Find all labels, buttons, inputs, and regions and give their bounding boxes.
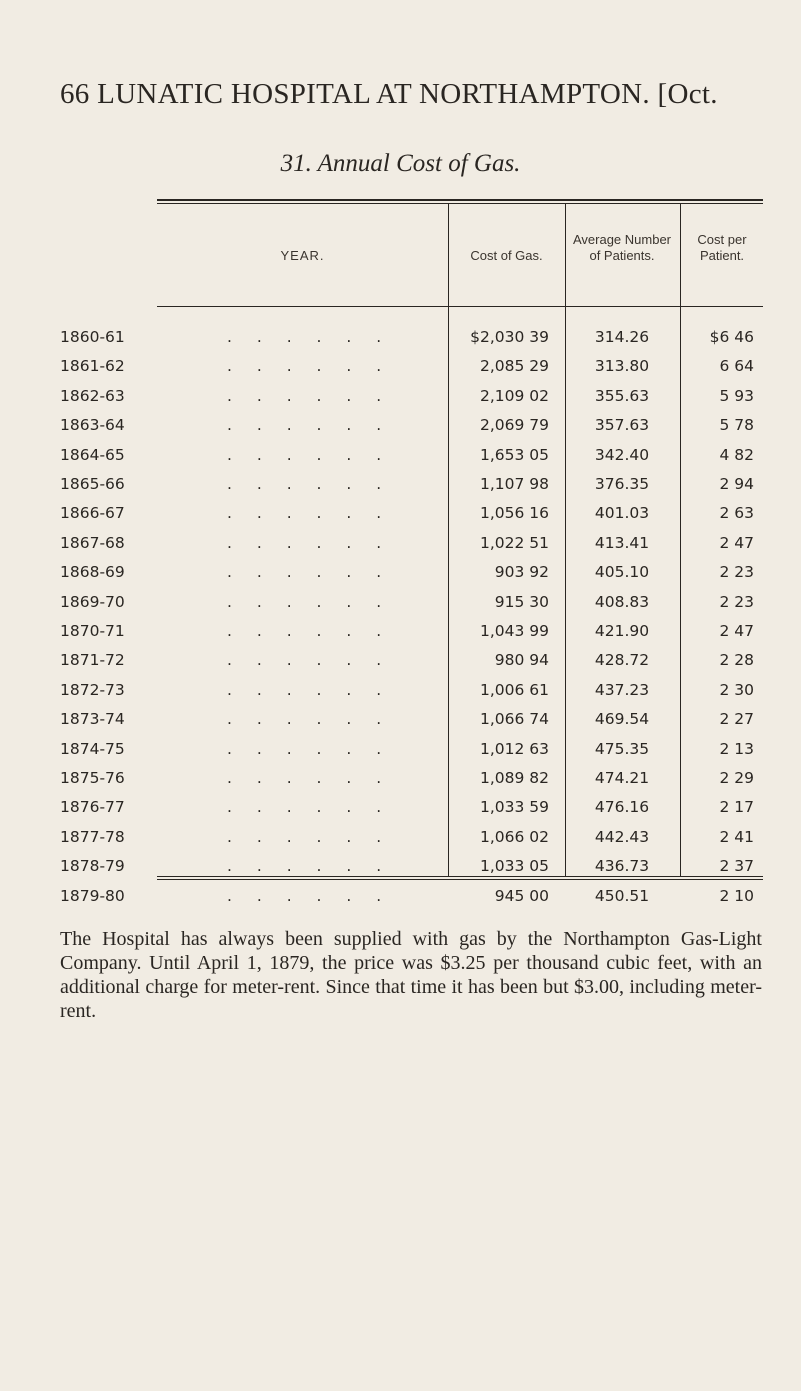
year-cell: 1879-80 xyxy=(60,886,125,905)
year-cell: 1869-70 xyxy=(60,592,125,611)
cost-per-patient-cell: 2 10 xyxy=(719,886,754,905)
table-row xyxy=(0,887,801,917)
cost-per-patient-cell: 2 94 xyxy=(719,475,754,493)
year-cell: 1877-78 xyxy=(60,827,125,846)
cost-per-patient-cell: 2 47 xyxy=(719,622,754,640)
running-head: 66 LUNATIC HOSPITAL AT NORTHAMPTON. [Oct. xyxy=(60,78,718,110)
cost-per-patient-cell: 2 47 xyxy=(719,533,754,552)
cost-cell: $2,030 39 xyxy=(470,328,549,346)
cost-per-patient-cell: 4 82 xyxy=(719,445,754,464)
avg-patients-cell: 342.40 xyxy=(594,445,650,464)
cost-cell: 1,043 99 xyxy=(479,622,549,640)
leader-dots: . . . . . . xyxy=(227,592,392,611)
year-cell: 1870-71 xyxy=(60,622,125,640)
avg-patients-cell: 314.26 xyxy=(594,328,650,346)
leader-dots: . . . . . . xyxy=(227,357,392,376)
table-header-rule xyxy=(157,306,763,307)
cost-cell: 2,085 29 xyxy=(479,357,549,376)
header-average-patients: Average Number of Patients. xyxy=(572,232,672,263)
table-row xyxy=(0,416,801,446)
leader-dots: . . . . . . xyxy=(227,386,392,405)
cost-cell: 1,653 05 xyxy=(479,445,549,464)
leader-dots: . . . . . . xyxy=(227,563,392,582)
cost-per-patient-cell: 2 23 xyxy=(719,592,754,611)
header-year: YEAR. xyxy=(280,248,325,263)
table-row xyxy=(0,769,801,799)
cost-cell: 1,056 16 xyxy=(479,504,549,523)
avg-patients-cell: 476.16 xyxy=(594,798,650,817)
explanatory-paragraph: The Hospital has always been supplied with gas by the Northampton Gas-Light Company. Until April 1, 1879, the price was $3.25 per thousand cubic feet, with an additional charge for meter-rent. Since that time it has been but $3.00, including meter-rent. xyxy=(60,928,762,1022)
avg-patients-cell: 313.80 xyxy=(594,357,650,376)
year-cell: 1862-63 xyxy=(60,386,125,405)
cost-cell: 2,109 02 xyxy=(479,386,549,405)
cost-per-patient-cell: 2 13 xyxy=(719,739,754,758)
table-row xyxy=(0,475,801,505)
avg-patients-cell: 355.63 xyxy=(594,386,650,405)
table-bottom-rule xyxy=(157,876,763,877)
avg-patients-cell: 442.43 xyxy=(594,827,650,846)
year-cell: 1871-72 xyxy=(60,651,125,670)
year-cell: 1867-68 xyxy=(60,533,125,552)
cost-per-patient-cell: 2 41 xyxy=(719,827,754,846)
table-row xyxy=(0,740,801,770)
cost-cell: 903 92 xyxy=(494,563,549,582)
cost-per-patient-cell: 5 78 xyxy=(719,416,754,435)
year-cell: 1865-66 xyxy=(60,475,125,493)
leader-dots: . . . . . . xyxy=(227,533,392,552)
avg-patients-cell: 413.41 xyxy=(594,533,650,552)
cost-per-patient-cell: 6 64 xyxy=(719,357,754,376)
cost-cell: 1,012 63 xyxy=(479,739,549,758)
cost-per-patient-cell: 2 30 xyxy=(719,680,754,699)
avg-patients-cell: 357.63 xyxy=(594,416,650,435)
leader-dots: . . . . . . xyxy=(227,710,392,729)
table-row xyxy=(0,622,801,652)
leader-dots: . . . . . . xyxy=(227,416,392,435)
table-row xyxy=(0,651,801,681)
avg-patients-cell: 428.72 xyxy=(594,651,650,670)
table-row xyxy=(0,357,801,387)
cost-per-patient-cell: 2 29 xyxy=(719,769,754,787)
avg-patients-cell: 474.21 xyxy=(594,769,650,787)
cost-per-patient-cell: $6 46 xyxy=(709,328,754,346)
year-cell: 1873-74 xyxy=(60,710,125,729)
year-cell: 1868-69 xyxy=(60,563,125,582)
cost-cell: 1,066 74 xyxy=(479,710,549,729)
cost-cell: 1,006 61 xyxy=(479,680,549,699)
avg-patients-cell: 450.51 xyxy=(594,886,650,905)
cost-cell: 980 94 xyxy=(494,651,549,670)
avg-patients-cell: 408.83 xyxy=(594,592,650,611)
year-cell: 1872-73 xyxy=(60,680,125,699)
table-row xyxy=(0,534,801,564)
cost-cell: 1,033 59 xyxy=(479,798,549,817)
cost-cell: 1,089 82 xyxy=(479,769,549,787)
cost-cell: 1,033 05 xyxy=(479,857,549,876)
cost-per-patient-cell: 2 17 xyxy=(719,798,754,817)
cost-per-patient-cell: 2 28 xyxy=(719,651,754,670)
leader-dots: . . . . . . xyxy=(227,886,392,905)
cost-cell: 2,069 79 xyxy=(479,416,549,435)
header-cost-per-patient: Cost per Patient. xyxy=(697,232,747,263)
year-cell: 1864-65 xyxy=(60,445,125,464)
table-title: 31. Annual Cost of Gas. xyxy=(280,150,521,177)
cost-cell: 915 30 xyxy=(494,592,549,611)
avg-patients-cell: 421.90 xyxy=(594,622,650,640)
leader-dots: . . . . . . xyxy=(227,857,392,876)
year-cell: 1876-77 xyxy=(60,798,125,817)
table-row xyxy=(0,681,801,711)
avg-patients-cell: 437.23 xyxy=(594,680,650,699)
avg-patients-cell: 469.54 xyxy=(594,710,650,729)
table-row xyxy=(0,387,801,417)
cost-per-patient-cell: 5 93 xyxy=(719,386,754,405)
leader-dots: . . . . . . xyxy=(227,622,392,640)
avg-patients-cell: 436.73 xyxy=(594,857,650,876)
leader-dots: . . . . . . xyxy=(227,445,392,464)
avg-patients-cell: 401.03 xyxy=(594,504,650,523)
leader-dots: . . . . . . xyxy=(227,651,392,670)
avg-patients-cell: 475.35 xyxy=(594,739,650,758)
cost-cell: 945 00 xyxy=(494,886,549,905)
year-cell: 1875-76 xyxy=(60,769,125,787)
avg-patients-cell: 376.35 xyxy=(594,475,650,493)
table-bottom-rule-thin xyxy=(157,879,763,880)
header-cost-of-gas: Cost of Gas. xyxy=(470,248,543,263)
leader-dots: . . . . . . xyxy=(227,739,392,758)
year-cell: 1866-67 xyxy=(60,504,125,523)
table-row xyxy=(0,798,801,828)
leader-dots: . . . . . . xyxy=(227,504,392,523)
year-cell: 1874-75 xyxy=(60,739,125,758)
cost-per-patient-cell: 2 63 xyxy=(719,504,754,523)
year-cell: 1878-79 xyxy=(60,857,125,876)
table-top-rule-thin xyxy=(157,203,763,204)
cost-cell: 1,022 51 xyxy=(479,533,549,552)
table-row xyxy=(0,710,801,740)
avg-patients-cell: 405.10 xyxy=(594,563,650,582)
cost-cell: 1,066 02 xyxy=(479,827,549,846)
leader-dots: . . . . . . xyxy=(227,475,392,493)
table-top-rule xyxy=(157,199,763,201)
year-cell: 1863-64 xyxy=(60,416,125,435)
leader-dots: . . . . . . xyxy=(227,328,392,346)
leader-dots: . . . . . . xyxy=(227,827,392,846)
table-row xyxy=(0,593,801,623)
table-row xyxy=(0,504,801,534)
table-row xyxy=(0,828,801,858)
leader-dots: . . . . . . xyxy=(227,769,392,787)
cost-cell: 1,107 98 xyxy=(479,475,549,493)
table-row xyxy=(0,857,801,887)
year-cell: 1860-61 xyxy=(60,328,125,346)
cost-per-patient-cell: 2 37 xyxy=(719,857,754,876)
table-row xyxy=(0,328,801,358)
cost-per-patient-cell: 2 23 xyxy=(719,563,754,582)
table-row xyxy=(0,563,801,593)
leader-dots: . . . . . . xyxy=(227,798,392,817)
table-row xyxy=(0,446,801,476)
leader-dots: . . . . . . xyxy=(227,680,392,699)
year-cell: 1861-62 xyxy=(60,357,125,376)
cost-per-patient-cell: 2 27 xyxy=(719,710,754,729)
